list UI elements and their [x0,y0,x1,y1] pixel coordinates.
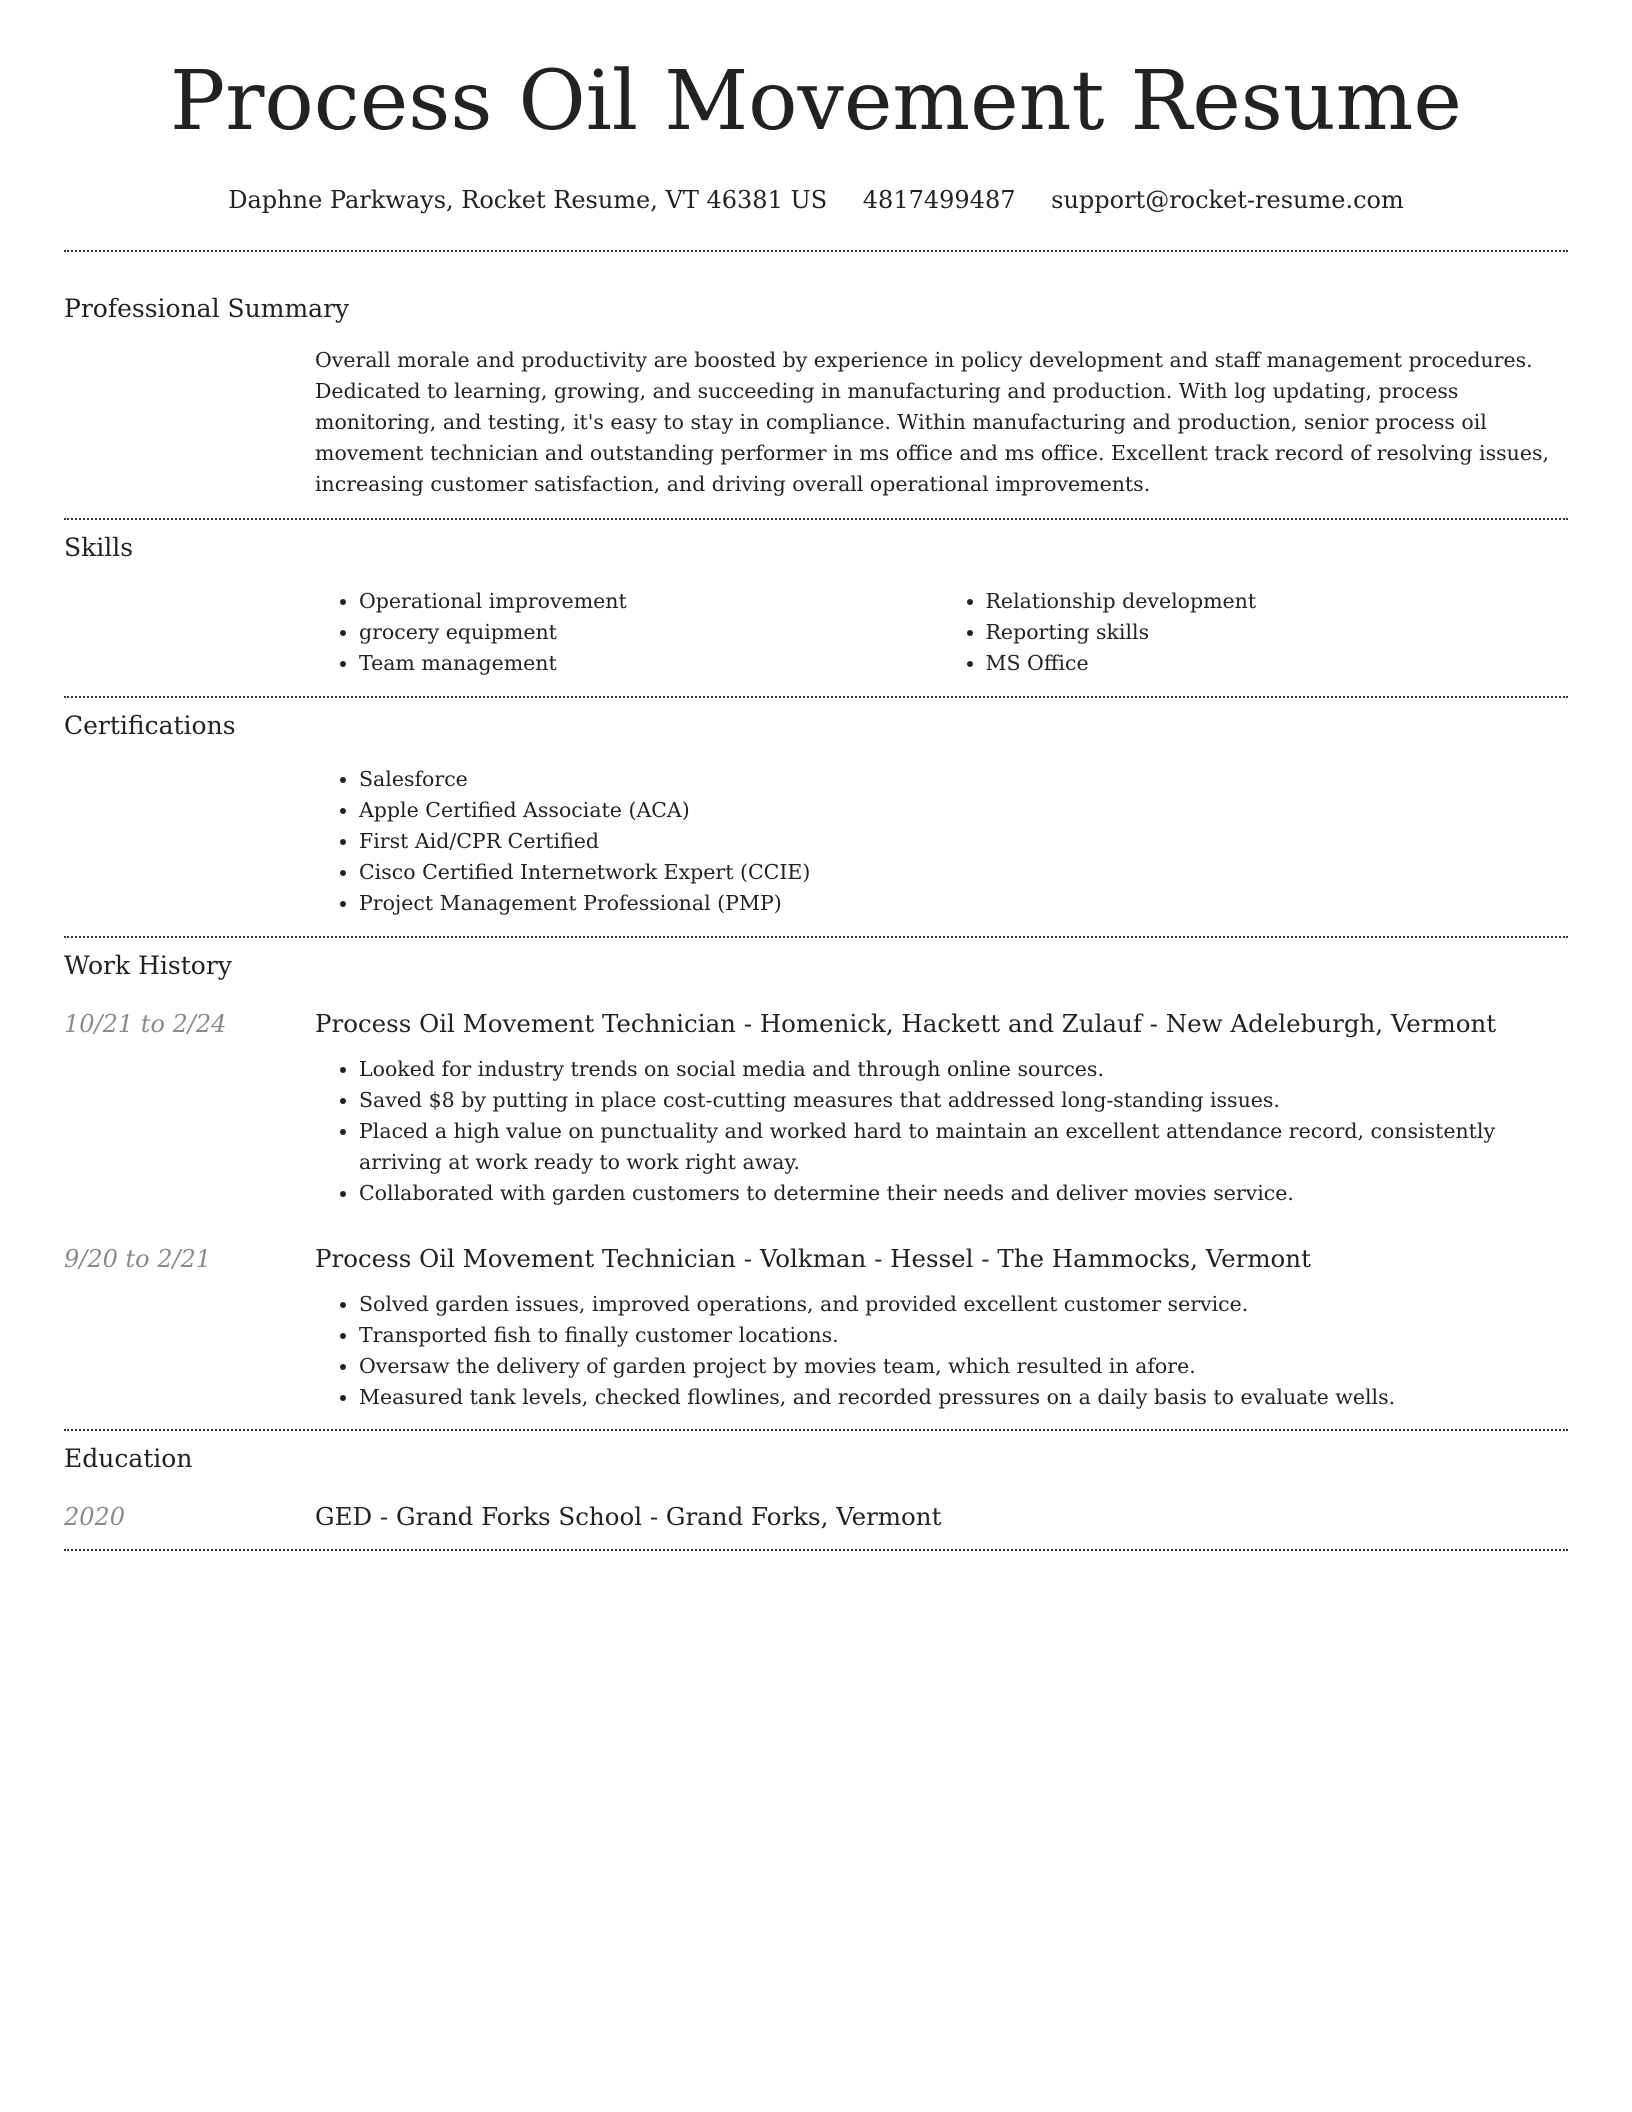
work-history-heading: Work History [64,951,232,980]
certifications-list [315,764,1568,919]
summary-text: Overall morale and productivity are boosted by experience in policy development and staff management procedures. Dedicated to learning, growing, and succeeding in manufacturing and production. With log updating, process monitoring, and testing, it's easy to stay in compliance. Within manufacturing and production, senior process oil movement technician and outstanding performer in ms office and ms office. Excellent track record of resolving issues, increasing customer satisfaction, and driving overall operational improvements. [315,348,1549,496]
skill-item: • Team management [359,648,942,679]
divider [64,1429,1568,1431]
education-heading: Education [64,1444,193,1473]
job-bullet: • Transported fish to finally customer locations. [359,1320,1568,1351]
divider [64,936,1568,938]
job-title: Process Oil Movement Technician - Homenick, Hackett and Zulauf - New Adeleburgh, Vermont [315,1009,1497,1038]
summary-heading: Professional Summary [64,294,350,323]
job-bullet: • Looked for industry trends on social media and through online sources. [359,1054,1568,1085]
certification-item: • Apple Certified Associate (ACA) [359,795,1568,826]
job-dates: 9/20 to 2/21 [64,1245,212,1273]
job-entry [64,1243,1568,1413]
certification-item: • Cisco Certified Internetwork Expert (CCIE) [359,857,1568,888]
job-bullets [315,1289,1568,1413]
certification-item: • Salesforce [359,764,1568,795]
divider [64,1549,1568,1551]
contact-line [0,184,1632,216]
summary-section [64,293,1568,500]
education-section [64,1443,1568,1533]
divider [64,250,1568,252]
job-bullet: • Solved garden issues, improved operations, and provided excellent customer service. [359,1289,1568,1320]
job-bullets [315,1054,1568,1209]
job-bullet: • Oversaw the delivery of garden project by movies team, which resulted in afore. [359,1351,1568,1382]
skills-column-left [315,586,942,679]
certifications-heading: Certifications [64,711,236,740]
job-bullet: • Saved $8 by putting in place cost-cutting measures that addressed long-standing issues. [359,1085,1568,1116]
resume-title: Process Oil Movement Resume [170,54,1462,149]
job-bullet: • Collaborated with garden customers to determine their needs and deliver movies service. [359,1178,1568,1209]
skill-item: • MS Office [986,648,1569,679]
contact-email: support@rocket-resume.com [1051,186,1404,214]
resume-header [0,0,1632,216]
certification-item: • Project Management Professional (PMP) [359,888,1568,919]
divider [64,696,1568,698]
job-title: Process Oil Movement Technician - Volkman - Hessel - The Hammocks, Vermont [315,1244,1311,1273]
contact-phone: 4817499487 [862,186,1016,214]
skills-list [315,586,1568,679]
education-year: 2020 [64,1503,126,1531]
skill-item: • Operational improvement [359,586,942,617]
job-bullet: • Placed a high value on punctuality and worked hard to maintain an excellent attendance record, consistently arriving at work ready to work right away. [359,1116,1568,1178]
certification-item: • First Aid/CPR Certified [359,826,1568,857]
divider [64,518,1568,520]
skills-heading: Skills [64,533,134,562]
job-bullet: • Measured tank levels, checked flowlines, and recorded pressures on a daily basis to evaluate wells. [359,1382,1568,1413]
education-entry [64,1501,1568,1533]
job-dates: 10/21 to 2/24 [64,1010,227,1038]
skill-item: • Reporting skills [986,617,1569,648]
certifications-section [64,710,1568,919]
skill-item: • Relationship development [986,586,1569,617]
contact-address: Daphne Parkways, Rocket Resume, VT 46381 US [228,186,828,214]
work-history-section [64,950,1568,1413]
education-degree: GED - Grand Forks School - Grand Forks, Vermont [315,1502,942,1531]
job-entry [64,1008,1568,1209]
skills-column-right [942,586,1569,679]
skills-section [64,532,1568,679]
skill-item: • grocery equipment [359,617,942,648]
